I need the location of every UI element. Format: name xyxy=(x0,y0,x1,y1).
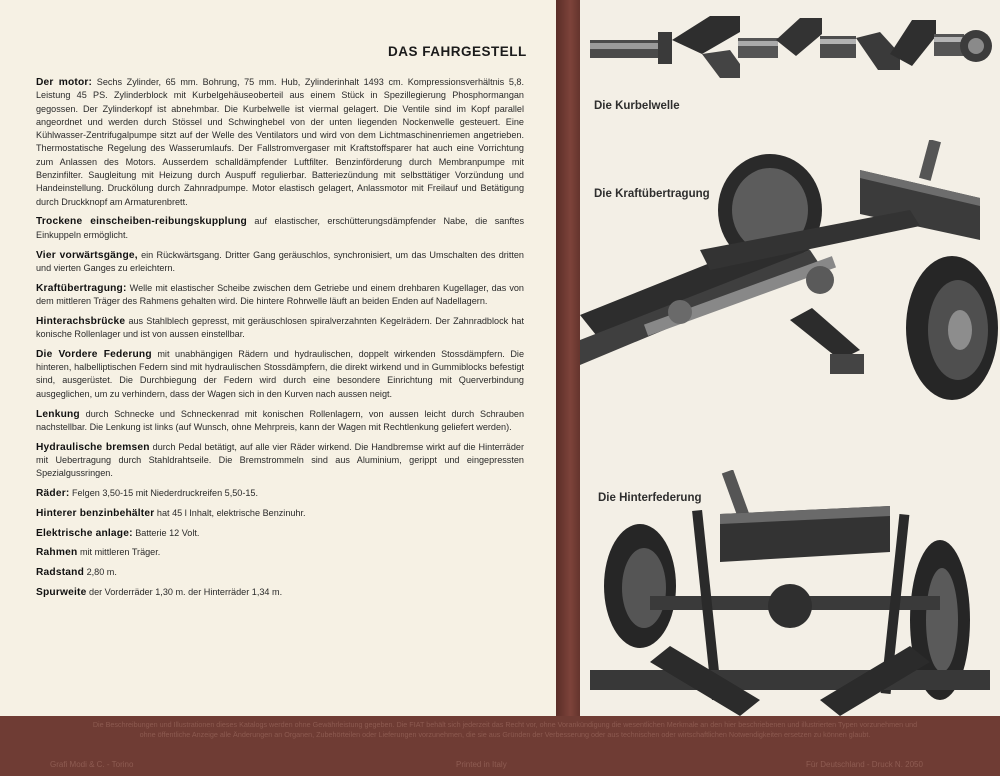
spec-text: Welle mit elastischer Scheibe zwischen dem Getriebe und einem drehbaren Kugellager, das von dem mittleren Träger des Rahmens gehalten wird. Die hintere Rohrwelle läuft an beiden Enden auf Nadellagern. xyxy=(36,282,524,306)
spec-text: ein Rückwärtsgang. Dritter Gang geräuschlos, synchronisiert, um das Umschalten des dritten und vierten Ganges zu erleichtern. xyxy=(36,249,524,273)
spec-label: Spurweite xyxy=(36,587,87,598)
spec-label: Räder: xyxy=(36,488,70,500)
crankshaft-illustration xyxy=(590,10,995,88)
spec-paragraph xyxy=(36,282,524,309)
spec-label: Trockene einscheiben-reibungskupplung xyxy=(36,216,247,228)
spec-label: Die Vordere Federung xyxy=(36,348,152,360)
spec-list xyxy=(36,76,524,606)
spec-label: Der motor: xyxy=(36,77,93,88)
spec-label: Hinterer benzinbehälter xyxy=(36,507,155,519)
spec-paragraph xyxy=(36,566,524,579)
spec-text: 2,80 m. xyxy=(86,567,117,578)
spec-label: Kraftübertragung: xyxy=(36,282,127,294)
spec-label: Rahmen xyxy=(36,547,78,559)
spec-label: Hinterachsbrücke xyxy=(36,315,126,327)
spec-paragraph xyxy=(36,586,524,599)
crankshaft-caption: Die Kurbelwelle xyxy=(594,100,680,112)
spec-text: mit mittleren Träger. xyxy=(79,547,161,558)
spec-text: auf elastischer, erschütterungsdämpfender Nabe, die sanftes Einkuppeln ermöglicht. xyxy=(36,216,525,240)
spec-paragraph xyxy=(36,441,524,481)
spec-text: der Vorderräder 1,30 m. der Hinterräder 1,34 m. xyxy=(89,587,283,597)
rear-suspension-caption: Die Hinterfederung xyxy=(598,492,702,504)
spec-text: Felgen 3,50-15 mit Niederdruckreifen 5,50-15. xyxy=(72,488,259,499)
spec-paragraph xyxy=(36,215,524,242)
spec-paragraph xyxy=(36,527,524,540)
spec-paragraph xyxy=(36,546,524,559)
spec-paragraph xyxy=(36,408,524,435)
spec-paragraph xyxy=(36,487,524,500)
spec-text: Sechs Zylinder, 65 mm. Bohrung, 75 mm. Hub, Zylinderinhalt 1493 cm. Kompressionsverhältnis 5,8. Leistung 45 PS. Zylinderblock mit Kurbelgehäuseoberteil aus einem Stück in Spezillegierung Phosphormangan gegossen. Der Zylinderkopf ist abnehmbar. Die Kurbelwelle ist viermal gelagert. Die Ventile sind im Kopf parallel angeordnet und werden durch Stössel und Schwinghebel von der unten liegenden Nockenwelle gesteuert. Eine Kühlwasser-Zentrifugalpumpe sitzt auf der Welle des Ventilators und wird von dem Lichtmaschinenriemen angetrieben. Thermostatische Regelung des Wasserumlaufs. Der Fallstromvergaser mit Kraftstoffsparer hat auch eine Vorrichtung zum Anlassen des Motors. Ausserdem schalldämpfender Luftfilter. Benzinförderung durch Membranpumpe mit Benzinfilter. Saugleitung mit Heizung durch Auspuff regulierbar. Batteriezündung mit selbsttätiger Vorzündung und Handeinstellung. Druckölung durch Zahnradpumpe. Motor elastisch gelagert, Anlassmotor mit Freilauf und Betätigung durch Druckknopf am Armaturenbrett. xyxy=(36,77,525,207)
spec-paragraph xyxy=(36,249,524,276)
spec-text: durch Pedal betätigt, auf alle vier Räder wirkend. Die Handbremse wirkt auf die Hinterräder mit Uebertragung durch Stahldrahtseile. Die Bremstrommeln sind aus Aluminium, gerippt und eingepressten Spezialgussringen. xyxy=(36,441,525,479)
spec-text: aus Stahlblech gepresst, mit geräuschlosen spiralverzahnten Kegelrädern. Der Zahnradblock hat konische Rollenlager und ist von aussen einstellbar. xyxy=(36,315,524,340)
spec-paragraph xyxy=(36,315,524,342)
spec-label: Vier vorwärtsgänge, xyxy=(36,249,138,261)
footer-printer: Grafi Modi & C. - Torino xyxy=(50,760,134,769)
spec-text: mit unabhängigen Rädern und hydraulischen, doppelt wirkenden Stossdämpfern. Die hinteren, halbelliptischen Federn sind mit hydraulischen Stossdämpfern, die direkt wirkend und in Gummiblocks befestigt sind, ausgerüstet. Die Durchbiegung der Federn wird durch eine besondere Einrichtung mit Querverbindung ausgeglichen, um zu verhindern, dass der Wagen sich in den Kurven nach aussen neigt. xyxy=(36,348,524,399)
rear-suspension-illustration xyxy=(590,470,990,716)
spec-paragraph xyxy=(36,507,524,520)
transmission-illustration xyxy=(580,140,1000,410)
spec-paragraph xyxy=(36,348,524,401)
spec-label: Hydraulische bremsen xyxy=(36,441,150,453)
spec-text: hat 45 l Inhalt, elektrische Benzinuhr. xyxy=(156,507,306,518)
spec-text: Batterie 12 Volt. xyxy=(135,527,200,538)
spec-label: Elektrische anlage: xyxy=(36,527,133,539)
spec-paragraph xyxy=(36,76,524,209)
book-spine xyxy=(556,0,580,716)
footer-printed: Printed in Italy xyxy=(456,760,507,769)
transmission-caption: Die Kraftübertragung xyxy=(594,188,710,200)
footer-notice: Die Beschreibungen und Illustrationen dieses Katalogs werden ohne Gewährleistung gegeben. Die FIAT behält sich jederzeit das Recht vor, ohne Vorankündigung die wesentlichen Merkmale an den hier beschriebenen und illustrierten Typen vorzunehmen und ohne öffentliche Anzeige alle Änderungen an Organen, Zubehörteilen oder Lieferungen vorzunehmen, die sie aus Gründen der Verbesserung oder aus technischen oder wirtschaftlichen Notwendigkeiten ersetzen zu können glaubt. xyxy=(92,720,918,739)
spec-label: Lenkung xyxy=(36,408,80,420)
spec-text: durch Schnecke und Schneckenrad mit konischen Rollenlagern, von aussen leicht durch Schrauben nachstellbar. Die Lenkung ist links (auf Wunsch, ohne Mehrpreis, kann der Wagen mit Rechtlenkung geliefert werden). xyxy=(36,408,524,432)
page-title: DAS FAHRGESTELL xyxy=(388,44,527,59)
footer xyxy=(0,716,1000,776)
right-page xyxy=(580,0,1000,716)
spec-label: Radstand xyxy=(36,567,85,579)
footer-code: Für Deutschland - Druck N. 2050 xyxy=(806,760,923,769)
